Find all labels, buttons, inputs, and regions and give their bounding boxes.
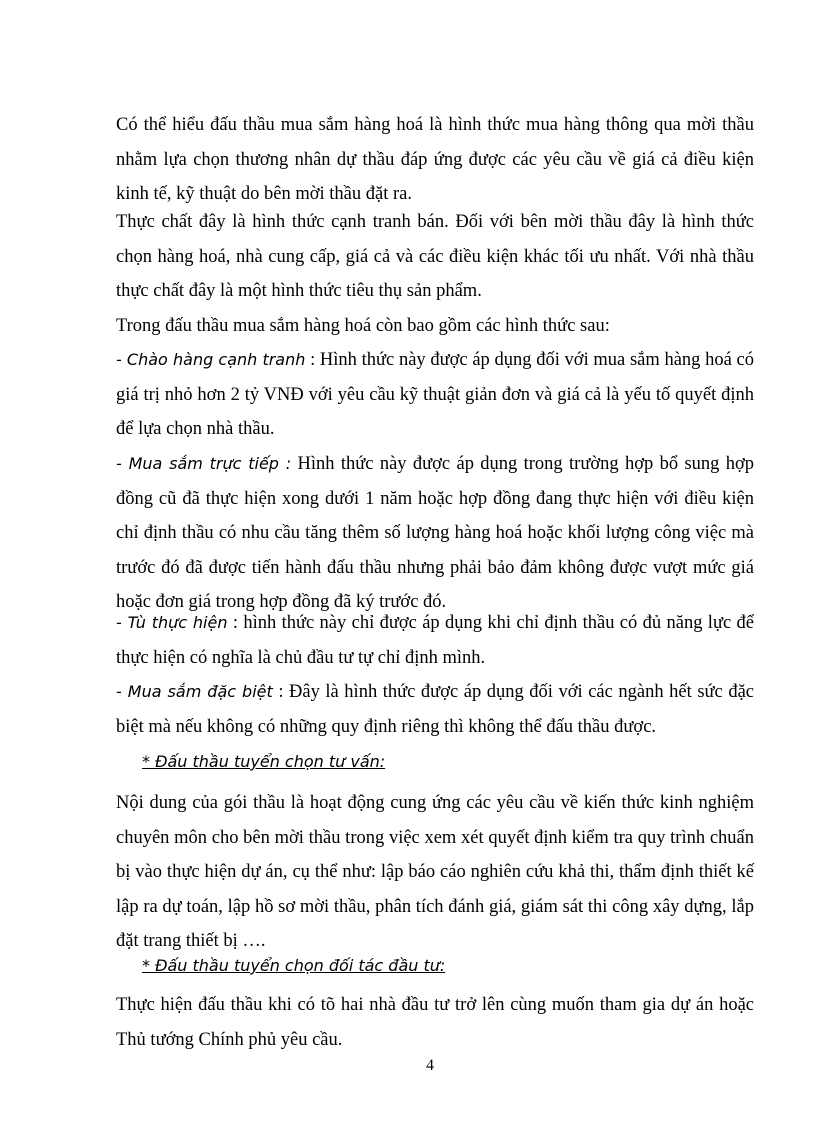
- paragraph-definition: Có thể hiểu đấu thầu mua sắm hàng hoá là hình thức mua hàng thông qua mời thầu nhằm lựa chọn thương nhân dự thầu đáp ứng được các yêu cầu về giá cả điều kiện kinh tế, kỹ thuật do bên mời thầu đặt ra.: [116, 115, 754, 204]
- paragraph-investor-content: Thực hiện đấu thầu khi có tõ hai nhà đầu tư trở lên cùng muốn tham gia dự án hoặc Thủ tướng Chính phủ yêu cầu.: [116, 995, 754, 1050]
- item-text: : Đây là hình thức được áp dụng đối với các ngành hết sức đặc biệt mà nếu không có những quy định riêng thì không thể đấu thầu được.: [116, 682, 754, 737]
- item-label: - Mua sắm trực tiếp :: [116, 454, 292, 473]
- paragraph-essence: Thực chất đây là hình thức cạnh tranh bán. Đối với bên mời thầu đây là hình thức chọn hàng hoá, nhà cung cấp, giá cả và các điều kiện khác tối ưu nhất. Với nhà thầu thực chất đây là một hình thức tiêu thụ sản phẩm.: [116, 212, 754, 301]
- heading-consulting-selection: * Đấu thầu tuyển chọn tư vấn:: [142, 752, 386, 771]
- page-number: 4: [426, 1057, 434, 1074]
- item-label: - Mua sắm đặc biệt: [116, 682, 273, 701]
- list-item-self-implementation: [116, 606, 754, 675]
- heading-investor-selection: * Đấu thầu tuyển chọn đối tác đầu tư:: [142, 956, 446, 975]
- item-text: Hình thức này được áp dụng trong trường hợp bổ sung hợp đồng cũ đã thực hiện xong dưới 1 năm hoặc hợp đồng đang thực hiện với điều kiện chỉ định thầu có nhu cầu tăng thêm số lượng hàng hoá hoặc khối lượng công việc mà trước đó đã được tiến hành đấu thầu nhưng phải bảo đảm không được vượt mức giá hoặc đơn giá trong hợp đồng đã ký trước đó.: [116, 454, 755, 612]
- item-text: : hình thức này chỉ được áp dụng khi chỉ định thầu có đủ năng lực để thực hiện có nghĩa là chủ đầu tư tự chỉ định mình.: [116, 613, 754, 668]
- item-label: - Chào hàng cạnh tranh: [116, 350, 306, 369]
- paragraph-forms-intro: Trong đấu thầu mua sắm hàng hoá còn bao gồm các hình thức sau:: [116, 316, 610, 336]
- list-item-direct-purchase: [116, 447, 754, 620]
- list-item-special-purchase: [116, 675, 754, 744]
- paragraph-consulting-content: Nội dung của gói thầu là hoạt động cung ứng các yêu cầu về kiến thức kinh nghiệm chuyên môn cho bên mời thầu trong việc xem xét quyết định kiểm tra quy trình chuẩn bị vào thực hiện dự án, cụ thể như: lập báo cáo nghiên cứu khả thi, thẩm định thiết kế lập ra dự toán, lập hồ sơ mời thầu, phân tích đánh giá, giám sát thi công xây dựng, lắp đặt trang thiết bị ….: [116, 793, 754, 951]
- list-item-competitive-offer: [116, 343, 754, 447]
- item-text: : Hình thức này được áp dụng đối với mua sắm hàng hoá có giá trị nhỏ hơn 2 tỷ VNĐ với yêu cầu kỹ thuật giản đơn và giá cả là yếu tố quyết định để lựa chọn nhà thầu.: [116, 350, 754, 439]
- item-label: - Tù thực hiện: [116, 613, 228, 632]
